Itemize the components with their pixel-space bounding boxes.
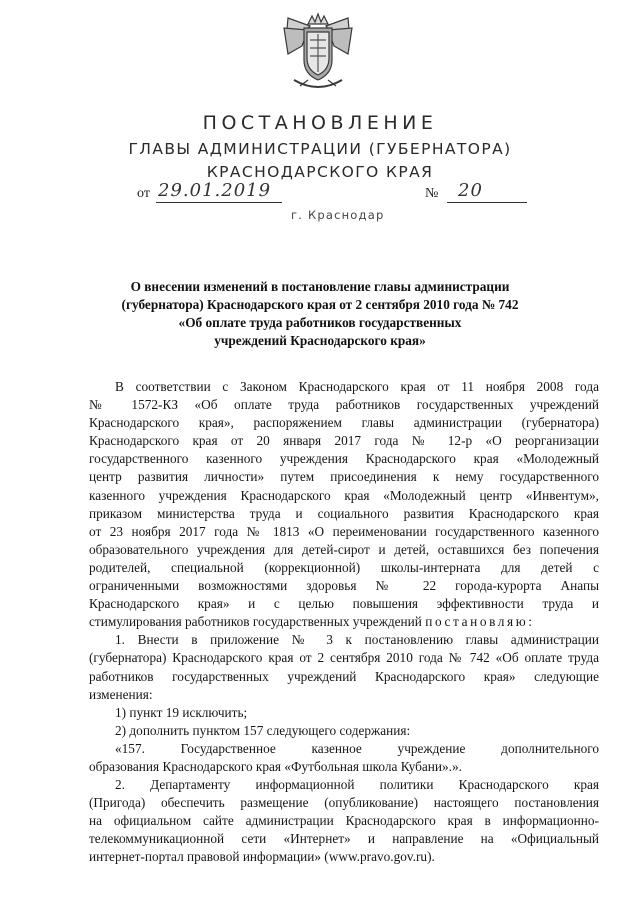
body-line: образовательного учреждения для детей-сирот и детей, оставшихся без попечения [89, 541, 599, 557]
number-underline [447, 202, 527, 203]
body-line: интернет-портал правовой информации» (www.pravo.gov.ru). [89, 849, 435, 865]
body-line: от 23 ноября 2017 года № 1813 «О переименовании государственного казенного [89, 523, 599, 539]
body-line-text: стимулирования работников государственных учреждений [89, 614, 422, 630]
body-line: Краснодарского края», распоряжением главы администрации (губернатора) [89, 415, 599, 431]
title-line: (губернатора) Краснодарского края от 2 сентября 2010 года № 742 [121, 297, 519, 312]
body-line-decree [89, 613, 599, 631]
body-line: Краснодарского края» и с целью повышения эффективности труда и [89, 596, 599, 612]
date-underline [156, 202, 282, 203]
body-line: В соответствии с Законом Краснодарского края от 11 ноября 2008 года [115, 379, 599, 394]
issuer-heading: ГЛАВЫ АДМИНИСТРАЦИИ (ГУБЕРНАТОРА) [128, 140, 512, 158]
number-prefix: № [425, 186, 439, 201]
date-handwritten: 29.01.2019 [158, 180, 272, 201]
body-line: (губернатора) Краснодарского края от 2 сентября 2010 года № 742 «Об оплате труда [89, 650, 599, 666]
number-handwritten: 20 [458, 180, 483, 201]
body-line: казенного учреждения Краснодарского края «Молодежный центр «Инвентум», [89, 487, 599, 503]
title-line: «Об оплате труда работников государственных [178, 315, 462, 330]
region-heading: КРАСНОДАРСКОГО КРАЯ [206, 163, 434, 181]
document-body [89, 378, 599, 867]
body-line: государственного казенного учреждения Краснодарского края «Молодежный [89, 451, 599, 467]
body-line: 2. Департаменту информационной политики Краснодарского края [115, 777, 599, 793]
body-line: изменения: [89, 686, 153, 702]
body-line: телекоммуникационной сети «Интернет» и направление на «Официальный [89, 831, 599, 847]
body-line: родителей, специальной (коррекционной) школы-интерната для детей с [89, 559, 599, 575]
coat-of-arms-icon [280, 10, 356, 96]
date-prefix: от [137, 186, 150, 201]
body-line: центр развития личности» путем присоединения к нему государственного [89, 469, 599, 485]
title-line: учреждений Краснодарского края» [214, 333, 426, 348]
body-line: на официальном сайте администрации Краснодарского края в информационно- [89, 813, 599, 829]
title-line: О внесении изменений в постановление главы администрации [130, 279, 510, 294]
body-line: «157. Государственное казенное учреждение дополнительного [115, 740, 599, 756]
body-line: ограниченными возможностями здоровья № 22 города-курорта Анапы [89, 578, 599, 594]
body-line: № 1572-КЗ «Об оплате труда работников государственных учреждений [89, 397, 599, 413]
body-line: Краснодарского края от 20 января 2017 года № 12-р «О реорганизации [89, 433, 599, 449]
document-title [0, 278, 640, 350]
city-label: г. Краснодар [291, 208, 385, 222]
body-line: работников государственных учреждений Краснодарского края» следующие [89, 668, 599, 684]
body-line: приказом министерства труда и социального развития Краснодарского края [89, 505, 599, 521]
document-type-heading: ПОСТАНОВЛЕНИЕ [202, 112, 438, 134]
body-line: 2) дополнить пунктом 157 следующего содержания: [115, 722, 411, 738]
body-line: (Пригода) обеспечить размещение (опубликование) настоящего постановления [89, 795, 599, 811]
decree-word: постановляю: [425, 614, 535, 630]
body-line: 1) пункт 19 исключить; [115, 704, 248, 720]
body-line: образования Краснодарского края «Футбольная школа Кубани».». [89, 758, 462, 774]
body-line: 1. Внести в приложение № 3 к постановлению главы администрации [115, 632, 599, 648]
